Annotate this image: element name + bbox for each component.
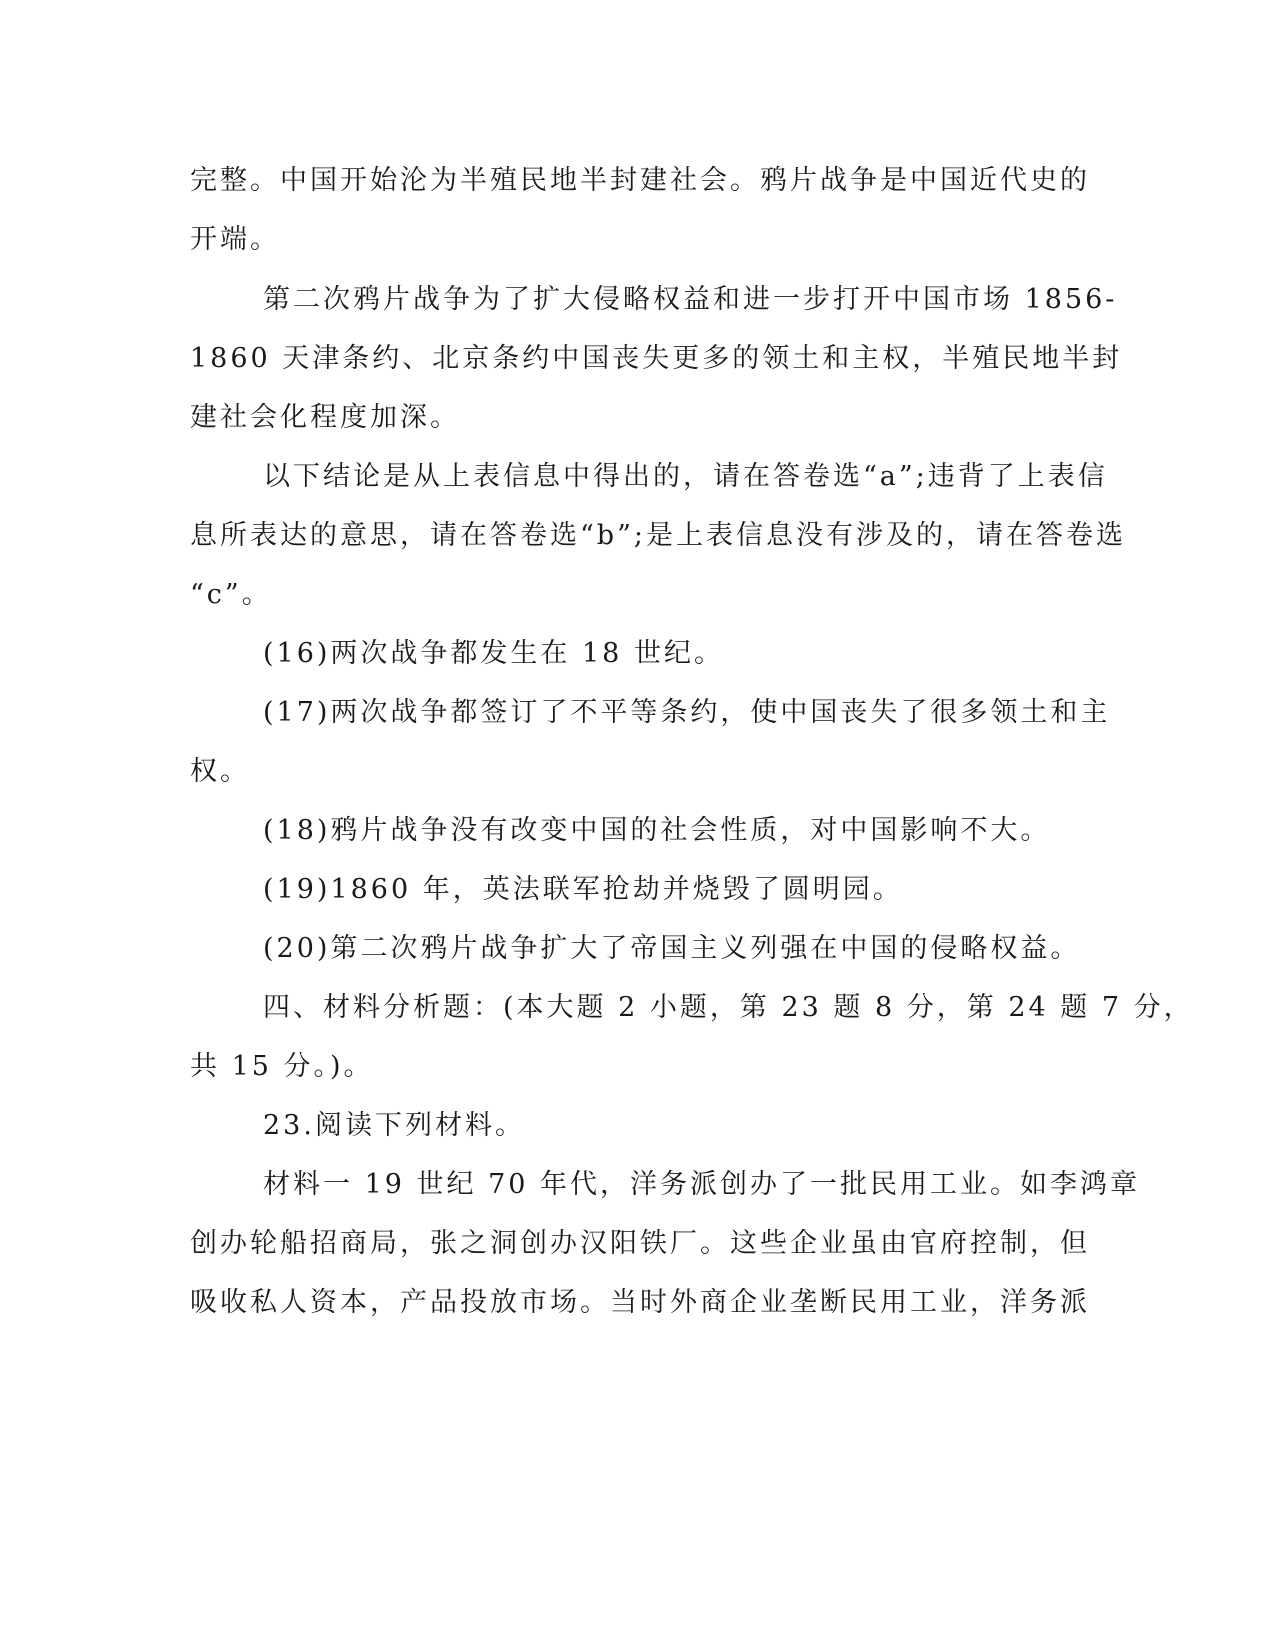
material-line: 创办轮船招商局，张之洞创办汉阳铁厂。这些企业虽由官府控制，但 [190,1228,1090,1259]
material-line: 材料一 19 世纪 70 年代，洋务派创办了一批民用工业。如李鸿章 [263,1169,1141,1200]
paragraph-line: 开端。 [190,224,280,255]
section-heading: 四、材料分析题：(本大题 2 小题，第 23 题 8 分，第 24 题 7 分， [263,992,1194,1023]
question-16: (16)两次战争都发生在 18 世纪。 [263,638,724,669]
question-23: 23.阅读下列材料。 [263,1110,525,1141]
paragraph-line: 权。 [190,756,250,787]
question-19: (19)1860 年，英法联军抢劫并烧毁了圆明园。 [263,874,903,905]
paragraph-line: 完整。中国开始沦为半殖民地半封建社会。鸦片战争是中国近代史的 [190,165,1090,196]
paragraph-line: 建社会化程度加深。 [190,402,460,433]
paragraph-line: 息所表达的意思，请在答卷选“b”;是上表信息没有涉及的，请在答卷选 [190,520,1126,551]
paragraph-line: “c”。 [190,579,272,610]
paragraph-line: 第二次鸦片战争为了扩大侵略权益和进一步打开中国市场 1856- [263,284,1118,315]
paragraph-line: 1860 天津条约、北京条约中国丧失更多的领土和主权，半殖民地半封 [190,343,1123,374]
question-20: (20)第二次鸦片战争扩大了帝国主义列强在中国的侵略权益。 [263,933,1081,964]
material-line: 吸收私人资本，产品投放市场。当时外商企业垄断民用工业，洋务派 [190,1287,1090,1318]
question-17: (17)两次战争都签订了不平等条约，使中国丧失了很多领土和主 [263,697,1111,728]
question-18: (18)鸦片战争没有改变中国的社会性质，对中国影响不大。 [263,815,1051,846]
paragraph-line: 以下结论是从上表信息中得出的，请在答卷选“a”;违背了上表信 [263,461,1108,492]
paragraph-line: 共 15 分。)。 [190,1051,374,1082]
